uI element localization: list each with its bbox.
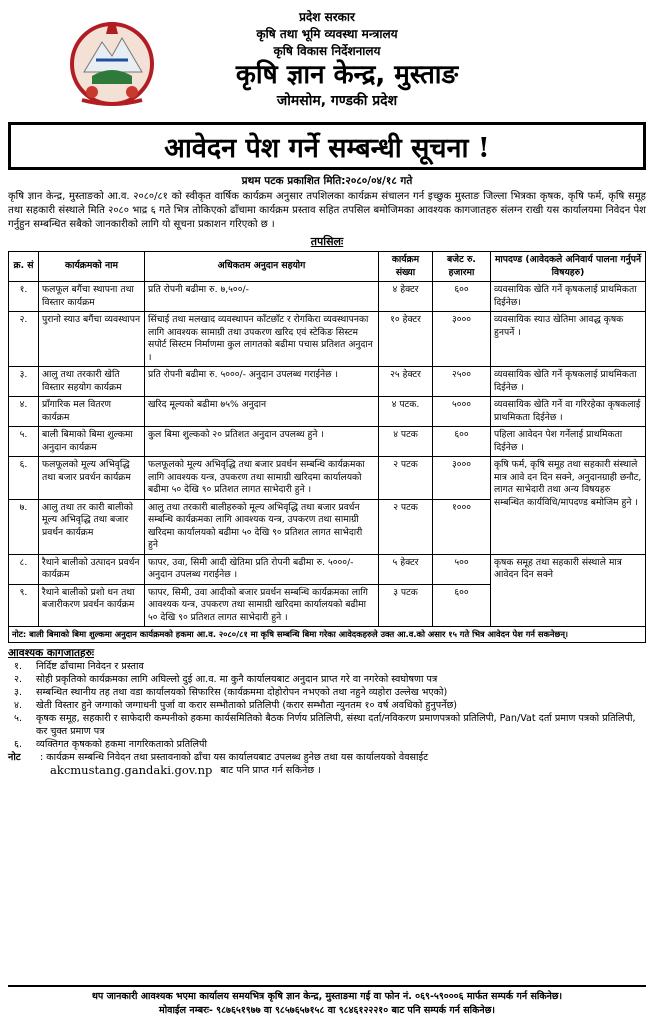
row-sn: ६.: [9, 457, 39, 500]
required-documents-list: [8, 660, 646, 751]
header-province-government: प्रदेश सरकार: [299, 10, 355, 24]
office-name: कृषि ज्ञान केन्द्र, मुस्ताङ: [235, 60, 459, 90]
list-item: [8, 660, 646, 673]
row-budget: ५०००: [433, 397, 491, 427]
header-directorate: कृषि विकास निर्देशनालय: [273, 44, 381, 58]
row-program: आलु तथा तर कारी बालीको मूल्य अभिवृद्धि तथा बजार प्रवर्धन कार्यक्रम: [39, 499, 145, 554]
schedule-heading: तपसिलः: [310, 235, 344, 248]
row-sn: ९.: [9, 584, 39, 627]
letterhead: [8, 8, 646, 120]
row-grant: आलु तथा तरकारी बालीहरुको मूल्य अभिवृद्धि तथा बजार प्रवर्धन सम्बन्धि कार्यक्रमका लागि आवश्यक यन्त्र, उपकरण तथा सामाग्री खरिदमा कार्यालयको बढीमा ५० देखि ९० प्रतिशत लागत साभेदारी हुने: [145, 499, 379, 554]
col-max-grant: अधिकतम अनुदान सहयोग: [145, 252, 379, 282]
row-grant: फापर, उवा, सिमी आदी खेतिमा प्रति रोपनी बढीमा रु. ५०००/- अनुदान उपलब्ध गराईनेछ ।: [145, 554, 379, 584]
form-note-label: नोट: [8, 752, 21, 763]
row-grant: कुल बिमा शुल्कको २० प्रतिशत अनुदान उपलब्ध हुने ।: [145, 427, 379, 457]
contact-footer: [8, 985, 646, 1018]
row-sn: २.: [9, 312, 39, 367]
list-item-text: निर्दिष्ट ढाँचामा निवेदन र प्रस्ताव: [36, 661, 144, 672]
row-criteria: व्यवसायिक खेति गर्ने वा गरिरहेका कृषकलाई प्राथमिकता दिईनेछ ।: [491, 397, 646, 427]
row-count: ४ हेक्टर: [379, 282, 433, 312]
nepal-government-emblem-icon: [62, 12, 162, 108]
row-program: पुरानो स्याउ बगैंचा व्यवस्थापन: [39, 312, 145, 367]
list-item: [8, 699, 646, 712]
row-budget: २५००: [433, 367, 491, 397]
row-program: आलु तथा तरकारी खेति विस्तार सहयोग कार्यक्रम: [39, 367, 145, 397]
row-grant: खरिद मूल्यको बढीमा ७५% अनुदान: [145, 397, 379, 427]
row-count: २ पटक: [379, 499, 433, 554]
published-date: प्रथम पटक प्रकाशित मिति:२०८०/०४/१८ गते: [241, 175, 413, 187]
program-table: [8, 251, 646, 627]
table-row: [9, 367, 646, 397]
footer-phone-line: थप जानकारी आवश्यक भएमा कार्यालय समयभित्र कृषि ज्ञान केन्द्र, मुस्ताङमा गई वा फोन नं. ०६९-५९०००६ मार्फत सम्पर्क गर्न सकिनेछ।: [91, 991, 563, 1002]
row-criteria: कृषक समूह तथा सहकारी संस्थाले मात्र आवेदन दिन सक्ने: [491, 554, 646, 627]
row-sn: ४.: [9, 397, 39, 427]
row-count: ४ पटक.: [379, 397, 433, 427]
list-item-text: सम्बन्धित स्थानीय तह तथा वडा कार्यालयको सिफारिस (कार्यक्रममा दोहोरोपन नभएको तथा नहुने व्यहोरा उल्लेख भएको): [36, 687, 448, 698]
row-grant: प्रति रोपनी बढीमा रु. ५०००/- अनुदान उपलब्ध गराईनेछ ।: [145, 367, 379, 397]
col-sn: क्र. सं: [9, 252, 39, 282]
row-criteria: पहिला आवेदन पेश गर्नेलाई प्राथमिकता दिईनेछ ।: [491, 427, 646, 457]
row-sn: ८.: [9, 554, 39, 584]
list-item-text: खेती विस्तार हुने जग्गाको जग्गाधनी पुर्जा वा करार सम्भौताको प्रतिलिपी (करार सम्भौता न्युनतम १० वर्ष अवधिको हुनुपर्नेछ): [36, 700, 458, 711]
row-program: रैथाने बालीको प्रशो धन तथा बजारीकरण प्रवर्धन कार्यक्रम: [39, 584, 145, 627]
row-grant: फलफूलको मूल्य अभिवृद्धि तथा बजार प्रवर्धन सम्बन्धि कार्यक्रमका लागि आवश्यक यन्त्र, उपकरण तथा सामाग्री खरिदमा कार्यालयको बढीमा ५० देखि ९० प्रतिशत लागत साभेदारी हुने ।: [145, 457, 379, 500]
col-budget: बजेट रु. हजारमा: [433, 252, 491, 282]
row-criteria: कृषि फर्म, कृषि समूह तथा सहकारी संस्थाले मात्र आवे दन दिन सक्ने, अनुदानग्राही छनौट, लागत साभेदारी तथा अन्य विषयहरु सम्बन्धित कार्यविधि/मापदण्ड बमोजिम हुने ।: [491, 457, 646, 555]
row-program: फलफूल बगैंचा स्थापना तथा विस्तार कार्यक्रम: [39, 282, 145, 312]
spacer: [8, 764, 40, 777]
row-sn: ७.: [9, 499, 39, 554]
table-row: [9, 554, 646, 584]
header-ministry: कृषि तथा भूमि व्यवस्था मन्त्रालय: [256, 27, 398, 41]
row-criteria: व्यवसायिक स्याउ खेतिमा आवद्ध कृषक हुनपर्ने ।: [491, 312, 646, 367]
list-item: [8, 686, 646, 699]
row-program: प्राँगारिक मल वितरण कार्यक्रम: [39, 397, 145, 427]
list-item-number: ४.: [14, 700, 23, 711]
row-budget: १०००: [433, 499, 491, 554]
list-item: [8, 673, 646, 686]
list-item-number: ६.: [14, 739, 23, 750]
row-program: बाली बिमाको बिमा शुल्कमा अनुदान कार्यक्रम: [39, 427, 145, 457]
row-count: ४ पटक: [379, 427, 433, 457]
list-item-text: व्यक्तिगत कृषकको हकमा नागरिकताको प्रतिलिपी: [36, 739, 207, 750]
table-row: [9, 457, 646, 500]
row-sn: ३.: [9, 367, 39, 397]
row-program: फलफूलको मूल्य अभिवृद्धि तथा बजार प्रवर्धन कार्यक्रम: [39, 457, 145, 500]
table-row: [9, 427, 646, 457]
row-budget: ५००: [433, 554, 491, 584]
table-header-row: [9, 252, 646, 282]
list-item-number: १.: [14, 661, 23, 672]
row-budget: ६००: [433, 427, 491, 457]
table-row: [9, 397, 646, 427]
list-item-number: ५.: [14, 713, 23, 724]
list-item: [8, 712, 646, 738]
row-grant: प्रति रोपनी बढीमा रु. ७,५००/-: [145, 282, 379, 312]
row-program: रैथाने बालीको उत्पादन प्रवर्धन कार्यक्रम: [39, 554, 145, 584]
row-budget: ६००: [433, 584, 491, 627]
table-note: नोट: बाली बिमाको बिमा शुल्कमा अनुदान कार्यक्रमको हकमा आ.व. २०८०/८१ मा कृषि सम्बन्धि बिमा गरेका आवेदकहरुले उक्त आ.व.को असार १५ गते भित्र आवेदन पेश गर्न सकनेछन्।: [8, 627, 646, 643]
office-address: जोमसोम, गण्डकी प्रदेश: [276, 93, 398, 109]
row-count: २ पटक: [379, 457, 433, 500]
row-count: ३ पटक: [379, 584, 433, 627]
row-sn: ५.: [9, 427, 39, 457]
row-count: १० हेक्टर: [379, 312, 433, 367]
list-item-number: २.: [14, 674, 23, 685]
row-criteria: व्यवसायिक खेति गर्ने कृषकलाई प्राथमिकता दिईनेछ ।: [491, 367, 646, 397]
notice-title: आवेदन पेश गर्ने सम्बन्धी सूचना !: [8, 122, 646, 170]
list-item-text: कृषक समूह, सहकारी र साफेदारी कम्पनीको हकमा कार्यसमितिको बैठक निर्णय प्रतिलिपी, संस्था दर्ता/नविकरण प्रमाणपत्रको प्रतिलिपी, Pan/Vat दर्ता प्रमाण पत्रको प्रतिलिपी, कर चुक्त प्रमाण पत्र: [36, 713, 636, 737]
list-item-number: ३.: [14, 687, 23, 698]
footer-mobile-line: मोवाईल नम्बरः- ९८७६५१९७७ वा ९८५७६५७१५८ वा ९८४६१२२२१० बाट पनि सम्पर्क गर्न सकिनेछ।: [159, 1005, 495, 1016]
col-program-count: कार्यक्रम संख्या: [379, 252, 433, 282]
row-budget: ६००: [433, 282, 491, 312]
list-item: [8, 738, 646, 751]
website-line: [8, 764, 646, 777]
required-documents-heading: आवश्यक कागजातहरुः: [8, 647, 95, 659]
row-count: २५ हेक्टर: [379, 367, 433, 397]
list-item-text: सोही प्रकृतिको कार्यक्रमका लागि अघिल्लो दुई आ.व. मा कुनै कार्यालयबाट अनुदान प्राप्त गरे वा नगरेको स्वघोषणा पत्र: [36, 674, 438, 685]
website-suffix: बाट पनि प्राप्त गर्न सकिनेछ ।: [220, 765, 321, 776]
table-row: [9, 282, 646, 312]
table-row: [9, 312, 646, 367]
col-criteria: मापदण्ड (आवेदकले अनिवार्य पालना गर्नुपर्ने विषयहरु): [491, 252, 646, 282]
row-grant: सिंचाई तथा मलखाद व्यवस्थापन काँटछाँट र रोगकिरा व्यवस्थापनका लागि आवश्यक सामाग्री तथा उपकरण खरिद एवं स्टेकिङ सिस्टम सपोर्ट सिस्टम निर्माणमा कुल लागतको बढीमा पचास प्रतिशत अनुदान ।: [145, 312, 379, 367]
row-budget: ३०००: [433, 457, 491, 500]
col-program-name: कार्यक्रमको नाम: [39, 252, 145, 282]
row-criteria: व्यवसायिक खेति गर्ने कृषकलाई प्राथमिकता दिईनेछ।: [491, 282, 646, 312]
website-link[interactable]: akcmustang.gandaki.gov.np: [50, 763, 213, 777]
form-note-text: : कार्यक्रम सम्बन्धि निवेदन तथा प्रस्तावनाको ढाँचा यस कार्यालयबाट उपलब्ध हुनेछ तथा यस कार्यालयको वेवसाईट: [40, 752, 429, 763]
row-count: ५ हेक्टर: [379, 554, 433, 584]
row-grant: फापर, सिमी, उवा आदीको बजार प्रवर्धन सम्बन्धि कार्यक्रमका लागि आवश्यक यन्त्र, उपकरण तथा सामाग्री खरिदमा कार्यालयको बढीमा ५० देखि ९० प्रतिशत लागत साभेदारी हुने ।: [145, 584, 379, 627]
row-budget: ३०००: [433, 312, 491, 367]
intro-paragraph: कृषि ज्ञान केन्द्र, मुस्ताङको आ.व. २०८०/८१ को स्वीकृत वार्षिक कार्यक्रम अनुसार तपशिलका कार्यक्रम संचालन गर्न इच्छुक मुस्ताङ जिल्ला भित्रका कृषक, कृषि फर्म, कृषि समूह तथा सहकारी संस्थाले मिति २०८० भाद्र ६ गते भित्र तोकिएको ढाँचामा कार्यक्रम प्रस्ताव सहित तपसिल बमोजिमका आवश्यक कागजातहरु संलग्न राखी यस कार्यालयमा निवेदन पेश गर्नुहुन सम्बन्धित सबैको जानकारीको लागि यो सूचना प्रकाशन गरिएको छ ।: [8, 191, 646, 230]
row-sn: १.: [9, 282, 39, 312]
